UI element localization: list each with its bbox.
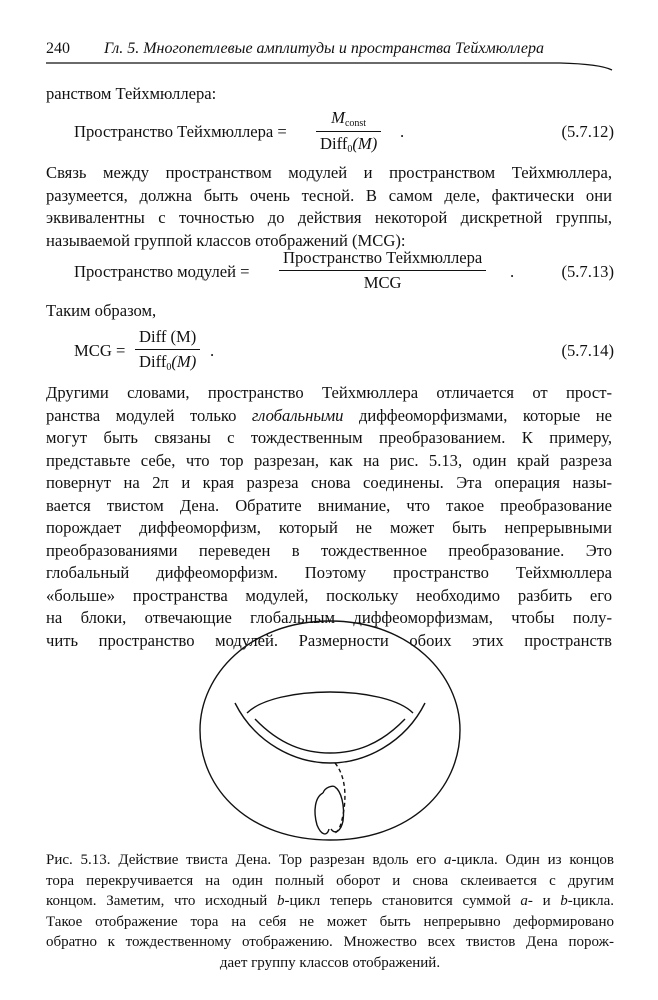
text-run: - и [527,893,561,909]
text-run: -цикла. Один из концов [451,852,614,868]
text-run: диффеоморфизмами, которые не [343,405,612,425]
cut-front-right [331,787,344,832]
equation-trail: . [510,262,515,281]
subscript-zero: 0 [347,144,353,155]
header-rule [0,0,658,80]
subscript-zero: 0 [166,362,172,373]
text-line: Другими словами, пространство Тейхмюллера отличается от прост- [46,383,612,402]
fraction-denominator [135,350,200,373]
paragraph-intro [46,83,612,106]
text-run: -цикл теперь становится суммой [284,893,521,909]
symbol-b: b [560,893,568,909]
text-line: представьте себе, что тор разрезан, как на рис. 5.13, один край разреза [46,450,612,470]
symbol-m: M [331,108,345,127]
paragraph-2 [46,300,612,323]
caption-line: обратно к тождественному отображению. Множество всех твистов Дена порож- [46,934,614,950]
symbol-a: a [520,893,528,909]
symbol-diff: Diff [320,134,348,153]
argument-m: (M) [171,352,197,371]
argument-m: (M) [352,134,378,153]
cut-front-left [315,793,329,834]
text-line: глобальный диффеоморфизм. Поэтому пространство Тейхмюллера [46,563,612,582]
paragraph-3 [46,382,612,652]
text-line: Таким образом, [46,301,157,320]
text-line: на блоки, отвечающие глобальным диффеоморфизмам, чтобы полу- [46,608,612,627]
cut-hidden-dashed [335,763,345,833]
text-line: могут быть связаны с тождественным преобразованием. К примеру, [46,428,612,447]
fraction-numerator: Пространство Тейхмюллера [283,248,483,267]
torus-hole-lower-outer [235,703,425,763]
paragraph-1 [46,162,612,252]
equation-number: (5.7.14) [561,341,614,360]
equation-lhs: MCG = [74,341,126,360]
equation-fraction [279,248,486,293]
symbol-b: b [276,893,285,909]
fraction-denominator [316,132,381,155]
text-line: эквивалентны с точностью до действия некоторой дискретной группы, [46,208,612,227]
caption-line: тора перекручивается на один полный оборот и снова склеивается с другим [46,872,614,889]
equation-fraction [135,327,200,373]
equation-number: (5.7.12) [561,122,614,141]
torus-hole-upper [247,692,413,713]
text-line: преобразованиями переведен в тождественное преобразование. Это [46,540,612,560]
equation-lhs: Пространство Тейхмюллера = [74,122,287,141]
equation-5-7-12 [0,108,658,158]
text-line: называемой группой классов отображений (MCG): [46,230,406,250]
equation-fraction [316,108,381,155]
text-line: повернут на 2π и края разреза снова соединены. Эта операция назы- [46,473,612,492]
equation-number: (5.7.13) [561,262,614,281]
figure-caption [46,850,614,973]
equation-5-7-14 [0,327,658,377]
text-run: ранства модулей только [46,405,252,425]
text-line: «больше» пространства модулей, поскольку необходимо разбить его [46,585,612,605]
text-run: -цикла. [567,893,614,909]
caption-line [46,891,614,912]
torus-outer-outline [200,621,460,840]
symbol-a: a [444,852,452,868]
text-line: ранством Тейхмюллера: [46,84,217,103]
text-line: чить пространство модулей. Размерности обоих этих пространств [46,630,612,650]
text-line: разумеется, должна быть очень тесной. В самом деле, фактически они [46,185,612,205]
equation-lhs: Пространство модулей = [74,262,250,281]
cut-top-loop [323,786,335,793]
running-title: Гл. 5. Многопетлевые амплитуды и пространства Тейхмюллера [104,40,545,57]
equation-trail: . [210,341,215,360]
torus-figure [195,615,465,845]
page-number: 240 [46,40,70,57]
caption-line: Такое отображение тора на себя не может быть непрерывно деформировано [46,913,614,930]
text-line [46,405,612,428]
symbol-diff: Diff [139,352,167,371]
text-line: вается твистом Дена. Обратите внимание, что такое преобразование [46,495,612,515]
fraction-numerator: Diff (M) [139,327,197,346]
subscript-const: const [344,118,367,129]
equation-5-7-13 [0,248,658,298]
equation-trail: . [400,122,405,141]
caption-line: дает группу классов отображений. [219,954,441,971]
text-line: порождает диффеоморфизм, который не может быть непрерывными [46,518,612,537]
text-run: концом. Заметим, что исходный [46,893,277,909]
caption-line [46,850,614,871]
fraction-numerator [316,108,381,131]
emphasis-global: глобальными [251,405,344,425]
fraction-denominator: MCG [363,273,402,292]
text-line: Связь между пространством модулей и пространством Тейхмюллера, [46,163,612,182]
text-run: Рис. 5.13. Действие твиста Дена. Тор разрезан вдоль его [46,852,445,868]
